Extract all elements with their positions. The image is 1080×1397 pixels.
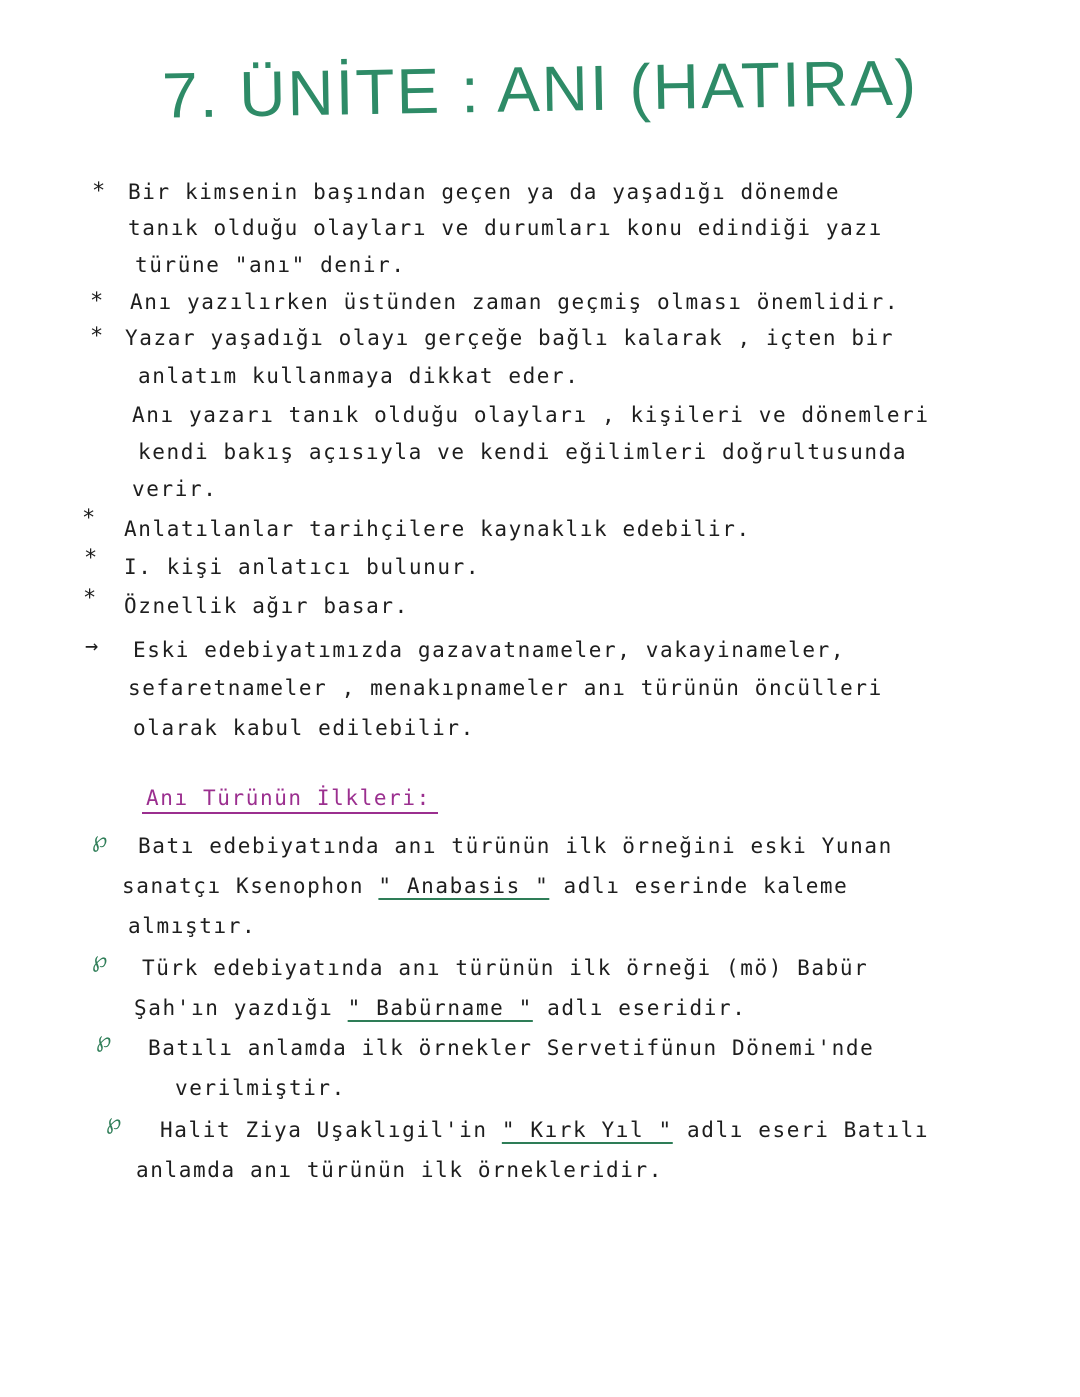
- first-item-line: verilmiştir.: [175, 1076, 346, 1100]
- first-item-marker: ℘: [92, 948, 108, 973]
- bullet-marker: *: [92, 179, 106, 204]
- work-title-anabasis: " Anabasis ": [378, 874, 550, 898]
- first-item-text: adlı eserinde kaleme: [549, 874, 849, 898]
- first-item-line: [122, 876, 848, 897]
- bullet-text-line: tanık olduğu olayları ve durumları konu edindiği yazı: [128, 216, 883, 240]
- arrow-marker: →: [85, 634, 99, 659]
- paragraph-line: verir.: [132, 477, 218, 501]
- bullet-text-line: Bir kimsenin başından geçen ya da yaşadığı dönemde: [128, 180, 841, 204]
- bullet-marker: *: [84, 546, 98, 571]
- paragraph-line: kendi bakış açısıyla ve kendi eğilimleri doğrultusunda: [138, 440, 908, 464]
- bullet-text-line: Anlatılanlar tarihçilere kaynaklık edebilir.: [124, 517, 751, 541]
- bullet-text-line: Eski edebiyatımızda gazavatnameler, vakayinameler,: [133, 638, 846, 662]
- first-item-text: adlı eseridir.: [532, 996, 747, 1020]
- first-item-text: Halit Ziya Uşaklıgil'in: [160, 1118, 502, 1142]
- first-item-line: anlamda anı türünün ilk örnekleridir.: [136, 1158, 663, 1182]
- bullet-marker: *: [90, 324, 104, 349]
- work-title-baburname: " Babürname ": [347, 996, 533, 1020]
- section-heading-underline: [142, 812, 438, 814]
- bullet-text-line: türüne "anı" denir.: [135, 253, 406, 277]
- first-item-line: almıştır.: [128, 914, 257, 938]
- bullet-text-line: sefaretnameler , menakıpnameler anı türünün öncülleri: [128, 676, 883, 700]
- first-item-text: sanatçı Ksenophon: [122, 874, 379, 898]
- first-item-line: Batılı anlamda ilk örnekler Servetifünun Dönemi'nde: [148, 1036, 875, 1060]
- bullet-marker: *: [90, 289, 104, 314]
- bullet-text-line: anlatım kullanmaya dikkat eder.: [138, 364, 580, 388]
- bullet-text-line: I. kişi anlatıcı bulunur.: [124, 555, 481, 579]
- bullet-text-line: Anı yazılırken üstünden zaman geçmiş olması önemlidir.: [130, 290, 900, 314]
- first-item-line: [160, 1120, 929, 1141]
- first-item-marker: ℘: [106, 1110, 122, 1135]
- first-item-text: adlı eseri Batılı: [672, 1118, 930, 1142]
- first-item-line: Türk edebiyatında anı türünün ilk örneği (mö) Babür: [142, 956, 869, 980]
- bullet-text-line: Öznellik ağır basar.: [124, 594, 409, 618]
- paragraph-line: Anı yazarı tanık olduğu olayları , kişileri ve dönemleri: [132, 403, 930, 427]
- bullet-text-line: Yazar yaşadığı olayı gerçeğe bağlı kalarak , içten bir: [125, 326, 895, 350]
- bullet-marker: *: [83, 586, 97, 611]
- bullet-marker: *: [82, 506, 96, 531]
- first-item-text: Şah'ın yazdığı: [134, 996, 348, 1020]
- work-title-kirk-yil: " Kırk Yıl ": [501, 1118, 673, 1142]
- first-item-marker: ℘: [96, 1028, 112, 1053]
- first-item-marker: ℘: [92, 828, 108, 853]
- first-item-line: [134, 998, 746, 1019]
- first-item-line: Batı edebiyatında anı türünün ilk örneğini eski Yunan: [138, 834, 893, 858]
- bullet-text-line: olarak kabul edilebilir.: [133, 716, 475, 740]
- section-heading: Anı Türünün İlkleri:: [146, 786, 431, 810]
- page-title: 7. ÜNİTE : ANI (HATIRA): [161, 46, 919, 132]
